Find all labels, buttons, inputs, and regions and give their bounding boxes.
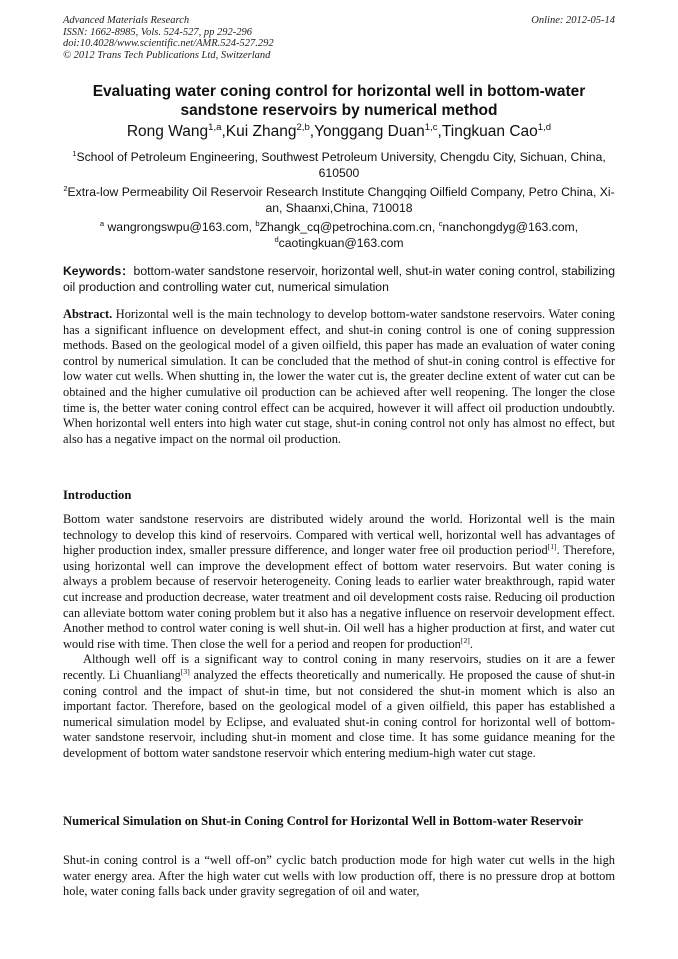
email-address[interactable]: nanchongdyg@163.com, bbox=[442, 220, 579, 234]
keywords-label: Keywords： bbox=[63, 264, 134, 278]
introduction-body bbox=[63, 512, 615, 762]
author-affiliation-mark: 2,b bbox=[296, 121, 310, 133]
author-affiliation-mark: 1,c bbox=[424, 121, 438, 133]
abstract bbox=[63, 307, 615, 447]
abstract-text: Horizontal well is the main technology to develop bottom-water sandstone reservoirs. Water coning has a significant influence on development effect, and shut-in coning control is one of coning suppression methods. Based on the geological model of a given oilfield, this paper has made an evaluation of water coning control by numerical simulation. It can be concluded that the method of shut-in coning control is effective for low water cut wells. When shutting in, the lower the water cut is, the greater decline extent of water cut can be obtained and the higher cumulative oil production can be achieved after well reopening. The longer the close time is, the better water coning control effect can be acquired, however it will affect oil production undoubtly. When horizontal well enters into high water cut stage, shut-in coning control not only has almost no effect, but also has a negative impact on the normal oil production. bbox=[63, 307, 615, 446]
email-mark: a bbox=[99, 218, 105, 228]
copyright-line: © 2012 Trans Tech Publications Ltd, Switzerland bbox=[63, 49, 271, 61]
email-address[interactable]: Zhangk_cq@petrochina.com.cn, bbox=[259, 220, 439, 234]
paragraph-text: Although well off is a significant way to control coning in many reservoirs, studies on it are a fewer recently. Li Chuanliang bbox=[63, 652, 615, 682]
email-address[interactable]: caotingkuan@163.com bbox=[278, 236, 404, 250]
citation-ref[interactable]: [3] bbox=[180, 666, 190, 676]
author-separator: , bbox=[309, 123, 315, 140]
author-emails bbox=[63, 219, 615, 251]
affiliation-2 bbox=[63, 184, 615, 216]
section-heading-numerical-simulation: Numerical Simulation on Shut-in Coning Control for Horizontal Well in Bottom-water Reservoir bbox=[63, 814, 583, 828]
paragraph-text: . bbox=[469, 636, 473, 651]
abstract-label: Abstract. bbox=[63, 307, 113, 321]
online-date: Online: 2012-05-14 bbox=[531, 15, 615, 26]
section-2-body: Shut-in coning control is a “well off-on” cyclic batch production mode for high water cut wells in the high water energy area. After the high water cut wells with low production off, there is no pressure drop at bottom hole, water coning falls back under gravity segregation of oil and water, bbox=[63, 853, 615, 899]
journal-header bbox=[63, 15, 274, 61]
author-name: Tingkuan Cao bbox=[441, 123, 538, 140]
email-mark: d bbox=[274, 234, 279, 244]
keywords bbox=[63, 264, 615, 295]
author-affiliation-mark: 1,d bbox=[537, 121, 552, 133]
paragraph-text: . Therefore, using horizontal well can improve the development effect of bottom water reservoirs. But water coning is always a problem because of reservoir heterogeneity. Coning leads to earlier water breakthrough, rapid water cut increase and production decrease, water treatment and oil development costs raise. Reducing oil production can alleviate bottom water coning problem but it also has a negative influence on reservoir development effect. Another method to control water coning is well shut-in. Oil well has a higher production at first, and water cut would rise with time. Then close the well for a period and reopen for production bbox=[63, 543, 616, 651]
affiliation-mark: 1 bbox=[72, 148, 77, 158]
paper-title: Evaluating water coning control for horizontal well in bottom-water sandstone reservoirs by numerical method bbox=[92, 83, 586, 119]
introduction-heading: Introduction bbox=[63, 488, 132, 502]
email-mark: b bbox=[255, 218, 260, 228]
citation-ref[interactable]: [2] bbox=[460, 635, 470, 645]
affiliation-mark: 2 bbox=[63, 183, 68, 193]
affiliation-text: School of Petroleum Engineering, Southwest Petroleum University, Chengdu City, Sichuan, China, 610500 bbox=[76, 150, 606, 180]
affiliation-1 bbox=[63, 149, 615, 181]
author-list bbox=[63, 123, 615, 141]
author-name: Kui Zhang bbox=[225, 123, 297, 140]
keywords-text: bottom-water sandstone reservoir, horizontal well, shut-in water coning control, stabilizing oil production and controlling water cut, numerical simulation bbox=[63, 264, 615, 294]
email-mark: c bbox=[438, 218, 443, 228]
paragraph-text: analyzed the effects theoretically and numerically. He proposed the cause of shut-in coning control and the impact of shut-in time, but not considered the shut-in moment which is also an important factor. Therefore, based on the geological model of a given oilfield, this paper has established a numerical simulation model by Eclipse, and evaluated shut-in coning control for horizontal well of bottom-water sandstone reservoir, including shut-in moment and close time. It has some guidance meaning for the development of bottom water sandstone reservoir which entering medium-high water cut stage. bbox=[63, 667, 615, 760]
paragraph-text: Bottom water sandstone reservoirs are distributed widely around the world. Horizontal well is the main technology to develop this kind of reservoirs. Compared with vertical well, horizontal well has advantages of higher production index, smaller pressure difference, and longer water free oil production period bbox=[63, 512, 615, 558]
doi-line: doi:10.4028/www.scientific.net/AMR.524-527.292 bbox=[63, 38, 274, 49]
author-affiliation-mark: 1,a bbox=[208, 121, 222, 133]
issn-line: ISSN: 1662-8985, Vols. 524-527, pp 292-296 bbox=[63, 26, 252, 38]
author-separator: , bbox=[221, 123, 226, 140]
intro-paragraph-2 bbox=[63, 652, 615, 761]
citation-ref[interactable]: [1] bbox=[547, 542, 557, 552]
journal-name: Advanced Materials Research bbox=[63, 15, 190, 26]
intro-paragraph-1 bbox=[63, 512, 615, 652]
author-name: Rong Wang bbox=[126, 123, 209, 140]
author-name: Yonggang Duan bbox=[314, 123, 425, 140]
author-separator: , bbox=[437, 123, 442, 140]
affiliation-text: Extra-low Permeability Oil Reservoir Research Institute Changqing Oilfield Company, Petro China, Xi-an, Shaanxi,China, 710018 bbox=[67, 185, 615, 215]
email-address[interactable]: wangrongswpu@163.com, bbox=[107, 220, 256, 234]
